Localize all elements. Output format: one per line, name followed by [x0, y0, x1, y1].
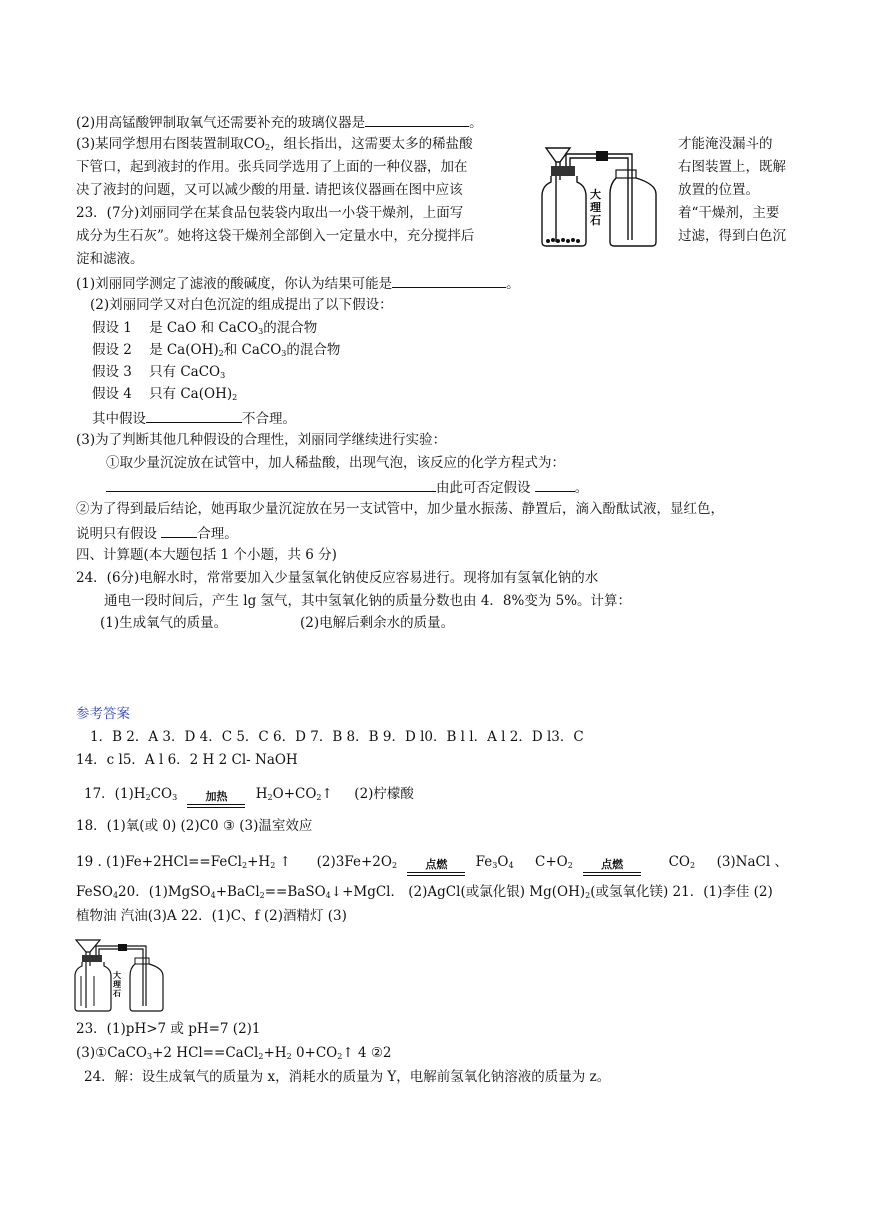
reaction-condition: [407, 859, 465, 876]
answer-blank[interactable]: [392, 272, 506, 288]
condition-text: 加热: [205, 790, 228, 803]
q22-part3-text-b: ，组长指出，这需要太多的稀盐酸: [270, 136, 473, 152]
figure-label: 理: [113, 980, 121, 989]
q22-part3-right1: 才能淹没漏斗的: [678, 136, 773, 152]
text: (2)柠檬酸: [354, 786, 414, 802]
hypothesis-text: 是 Ca(OH): [149, 342, 219, 358]
text: 20．(1)MgSO: [118, 884, 211, 900]
text: +BaCl: [215, 884, 260, 900]
text: +H: [247, 854, 271, 870]
hypothesis-1: 假设 1 是 CaO 和 CaCO$_3$的混合物: [92, 320, 318, 336]
figure-label: 石: [113, 989, 121, 998]
figure-label: 大: [113, 971, 121, 980]
text: O+CO: [272, 786, 317, 802]
hypothesis-label: 假设 2: [92, 342, 132, 358]
answer-23-line1: 23．(1)pH>7 或 pH=7 (2)1: [76, 1021, 261, 1037]
answer-24: 24．解：设生成氧气的质量为 x，消耗水的质量为 Y，电解前氢氧化钠溶液的质量为 z。: [84, 1069, 611, 1085]
text: 由此可否定假设: [436, 480, 531, 496]
q23-part3-step1: ①取少量沉淀放在试管中，加人稀盐酸，出现气泡，该反应的化学方程式为：: [106, 455, 565, 471]
q23-part3-step2-line2: [76, 522, 238, 544]
answer-blank[interactable]: [161, 522, 197, 538]
q23-part3-step1-answer: [106, 476, 588, 498]
text: (2)3Fe+2O: [316, 854, 392, 870]
text: 0+CO: [291, 1045, 338, 1061]
q22-part3-line2: 下管口，起到液封的作用。张兵同学选用了上面的一种仪器，加在: [76, 159, 468, 175]
figure-label: 大: [590, 188, 601, 201]
condition-text: 点燃: [601, 858, 624, 871]
q24-line2: 通电一段时间后，产生 lg 氢气，其中氢氧化钠的质量分数也由 4．8%变为 5%。计算：: [104, 593, 632, 609]
section-title: 四、计算题(本大题包括 1 个小题，共 6 分): [76, 547, 337, 563]
text: (3)NaCl 、: [716, 854, 788, 870]
hypothesis-text: 和 CaCO: [223, 342, 282, 358]
period: 。: [469, 115, 483, 131]
q23-part3: (3)为了判断其他几种假设的合理性，刘丽同学继续进行实验：: [76, 432, 447, 448]
equation-blank[interactable]: [106, 476, 436, 492]
hypothesis-2: 假设 2 是 $Ca(OH)_2$和 CaCO$_3$的混合物: [92, 342, 341, 358]
text: 17．(1)H: [84, 786, 146, 802]
q22-part3-right2: 右图装置上，既解: [678, 159, 786, 175]
figure-label: 理: [590, 201, 601, 214]
q22-part2-text: (2)用高锰酸钾制取氧气还需要补充的玻璃仪器是: [76, 115, 366, 131]
q24-line1: 24．(6分)电解水时，常常要加入少量氢氧化钠使反应容易进行。现将加有氢氧化钠的水: [76, 570, 599, 586]
q23-part1-text: (1)刘丽同学测定了滤液的酸碱度，你认为结果可能是: [76, 276, 393, 292]
answer-blank[interactable]: [365, 111, 469, 127]
q23-intro-right2: 过滤，得到白色沉: [678, 228, 786, 244]
hypothesis-text: 是 CaO 和 CaCO: [149, 320, 259, 336]
reaction-condition: [187, 791, 245, 808]
figure-label: 石: [590, 214, 601, 227]
answer-blank[interactable]: [535, 476, 575, 492]
q23-intro-line1: 23．(7分)刘丽同学在某食品包装袋内取出一小袋干燥剂，上面写: [76, 205, 464, 221]
text: 不合理。: [242, 411, 296, 427]
answer-apparatus-figure: [70, 936, 170, 1014]
q24-part1: (1)生成氧气的质量。: [100, 615, 228, 631]
text: 其中假设: [92, 411, 146, 427]
text: CO: [668, 854, 690, 870]
text: 说明只有假设: [76, 526, 157, 542]
answers-line2: 14．c l5．A l 6．2 H 2 Cl- NaOH: [76, 752, 298, 768]
text: +2 HCl==CaCl: [152, 1045, 259, 1061]
text: ↓+MgCl． (2)AgCl(或氯化银) Mg(OH): [330, 884, 586, 900]
answer-17: 17．$(1)H_2CO_3$ 加热 $H_2O+CO_2↑$ (2)柠檬酸: [84, 784, 414, 808]
q23-intro-line2: 成分为生石灰”。她将这袋干燥剂全部倒入一定量水中，充分搅拌后: [76, 228, 475, 244]
condition-text: 点燃: [425, 858, 448, 871]
text: (3)①CaCO: [76, 1045, 148, 1061]
text: Fe: [475, 854, 493, 870]
reaction-condition: [583, 859, 641, 876]
text: ↑: [275, 854, 291, 870]
answer-23-line2: (3)①CaCO$_3$+2 $HCl==CaCl_2+H_2$ $0+CO_2↑$ 4 ②2: [76, 1045, 392, 1061]
text: +H: [263, 1045, 287, 1061]
q22-part3-right3: 放置的位置。: [678, 182, 759, 198]
q23-intro-line3: 淀和滤液。: [76, 251, 144, 267]
hypothesis-text: 的混合物: [286, 342, 341, 358]
text: CO: [150, 786, 173, 802]
text: FeSO: [76, 884, 113, 900]
unreasonable-hypothesis: [92, 407, 296, 429]
text: ↑ 4 ②2: [342, 1045, 392, 1061]
hypothesis-label: 假设 4: [92, 386, 132, 402]
hypothesis-label: 假设 1: [92, 320, 132, 336]
apparatus-figure: [536, 140, 670, 250]
text: H: [255, 786, 268, 802]
q22-part3-text: (3)某同学想用右图装置制取CO: [76, 136, 266, 152]
text: O: [497, 854, 509, 870]
q23-part3-step2-line1: ②为了得到最后结论，她再取少量沉淀放在另一支试管中，加少量水振荡、静置后，滴入酚酞试液，显红色，: [76, 501, 724, 517]
text: C+O: [535, 854, 568, 870]
q22-part2: [76, 111, 483, 133]
text: 合理。: [197, 526, 238, 542]
q22-part3-line3: 决了液封的问题，又可以减少酸的用量. 请把该仪器画在图中应该: [76, 182, 463, 198]
hypothesis-label: 假设 3: [92, 364, 132, 380]
period: 。: [506, 276, 520, 292]
hypothesis-3: 假设 3 只有 CaCO$_3$: [92, 364, 226, 380]
text: 19 . (1)Fe+2HCl==FeCl: [76, 854, 243, 870]
answer-18: 18．(1)氧(或 0) (2)C0 ③ (3)温室效应: [76, 818, 313, 834]
hypothesis-text: 的混合物: [263, 320, 318, 336]
period: 。: [574, 480, 589, 496]
hypothesis-text: 只有 CaCO: [149, 364, 221, 380]
answers-line1: 1．B 2．A 3．D 4．C 5．C 6．D 7．B 8．B 9．D l0．B l l．A l 2．D l3．C: [90, 729, 584, 745]
hypothesis-text: 只有 Ca(OH): [149, 386, 233, 402]
q23-part2: (2)刘丽同学又对白色沉淀的组成提出了以下假设：: [90, 297, 393, 313]
q23-intro-right1: 着“干燥剂，主要: [678, 205, 780, 221]
text: (或氢氧化镁) 21．(1)李佳 (2): [590, 884, 773, 900]
answer-20-21: FeSO$_4$20．(1)MgSO$_4$+BaCl$_2$==BaSO$_4$↓+MgCl． (2)AgCl(或氯化银) $Mg(OH)_2$(或氢氧化镁) 21．(1)李佳 (2): [76, 884, 773, 900]
answer-19: 19 . $(1)Fe+2HCl==FeCl_2+H_2$ ↑ $(2)3Fe+2O_2$ 点燃 $Fe_3O_4$ $C+O_2$ 点燃 $CO_2$ (3)NaCl 、: [76, 852, 788, 876]
q24-part2: (2)电解后剩余水的质量。: [300, 615, 455, 631]
answer-blank[interactable]: [146, 407, 242, 423]
hypothesis-4: 假设 4 只有 $Ca(OH)_2$: [92, 386, 238, 402]
answers-title: 参考答案: [76, 706, 130, 722]
answer-21-22: 植物油 汽油(3)A 22．(1)C、f (2)酒精灯 (3): [76, 908, 347, 924]
q22-part3-line1: (3)某同学想用右图装置制取$CO_2$，组长指出，这需要太多的稀盐酸: [76, 136, 473, 152]
q23-part1: [76, 272, 520, 294]
text: ↑: [321, 786, 333, 802]
text: ==BaSO: [264, 884, 326, 900]
